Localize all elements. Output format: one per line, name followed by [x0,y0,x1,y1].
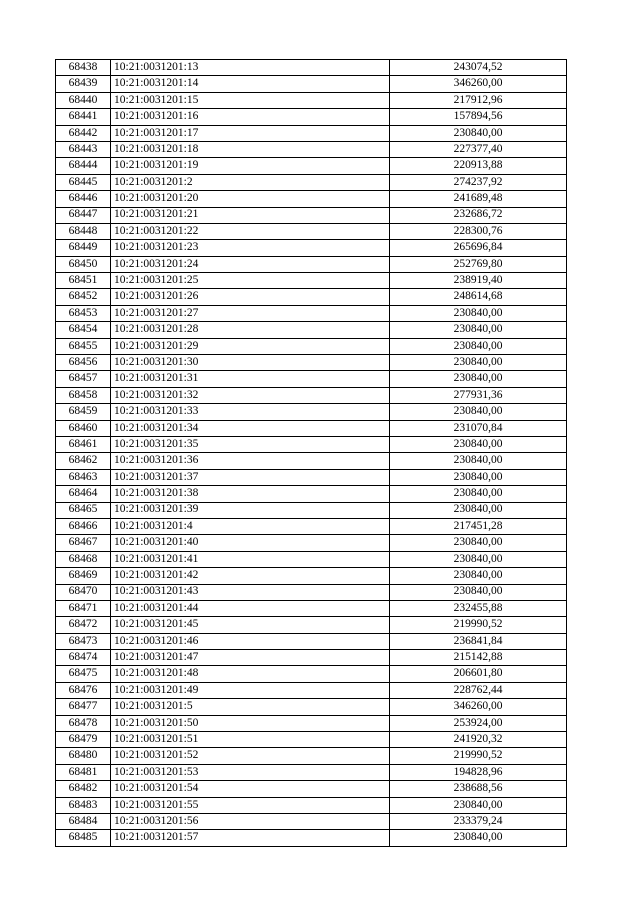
cadastral-number-cell: 10:21:0031201:13 [111,60,390,76]
table-row [56,355,567,371]
table-row [56,535,567,551]
value-cell: 230840,00 [390,502,567,518]
table-row [56,240,567,256]
cadastral-number-cell: 10:21:0031201:33 [111,404,390,420]
value-cell: 243074,52 [390,60,567,76]
cadastral-number-cell: 10:21:0031201:20 [111,191,390,207]
row-number-cell: 68443 [56,141,111,157]
value-cell: 230840,00 [390,535,567,551]
cadastral-number-cell: 10:21:0031201:49 [111,682,390,698]
cadastral-number-cell: 10:21:0031201:31 [111,371,390,387]
row-number-cell: 68450 [56,256,111,272]
table-row [56,551,567,567]
cadastral-number-cell: 10:21:0031201:15 [111,92,390,108]
row-number-cell: 68469 [56,568,111,584]
value-cell: 230840,00 [390,436,567,452]
cadastral-number-cell: 10:21:0031201:16 [111,109,390,125]
table-row [56,436,567,452]
cadastral-number-cell: 10:21:0031201:28 [111,322,390,338]
value-cell: 230840,00 [390,584,567,600]
cadastral-number-cell: 10:21:0031201:55 [111,797,390,813]
table-row [56,305,567,321]
cadastral-number-cell: 10:21:0031201:21 [111,207,390,223]
row-number-cell: 68471 [56,600,111,616]
row-number-cell: 68475 [56,666,111,682]
cadastral-number-cell: 10:21:0031201:44 [111,600,390,616]
table-row [56,191,567,207]
table-row [56,387,567,403]
cadastral-number-cell: 10:21:0031201:34 [111,420,390,436]
value-cell: 230840,00 [390,355,567,371]
row-number-cell: 68460 [56,420,111,436]
value-cell: 232686,72 [390,207,567,223]
value-cell: 230840,00 [390,551,567,567]
cadastral-number-cell: 10:21:0031201:56 [111,813,390,829]
value-cell: 230840,00 [390,797,567,813]
table-row [56,666,567,682]
value-cell: 215142,88 [390,650,567,666]
value-cell: 238919,40 [390,273,567,289]
row-number-cell: 68463 [56,469,111,485]
row-number-cell: 68481 [56,764,111,780]
row-number-cell: 68442 [56,125,111,141]
value-cell: 230840,00 [390,338,567,354]
cadastral-number-cell: 10:21:0031201:54 [111,781,390,797]
cadastral-number-cell: 10:21:0031201:38 [111,486,390,502]
value-cell: 230840,00 [390,486,567,502]
table-row [56,633,567,649]
table-row [56,600,567,616]
row-number-cell: 68476 [56,682,111,698]
value-cell: 233379,24 [390,813,567,829]
table-row [56,715,567,731]
cadastral-number-cell: 10:21:0031201:50 [111,715,390,731]
table-row [56,797,567,813]
value-cell: 194828,96 [390,764,567,780]
value-cell: 220913,88 [390,158,567,174]
table-row [56,420,567,436]
value-cell: 248614,68 [390,289,567,305]
table-row [56,371,567,387]
row-number-cell: 68484 [56,813,111,829]
cadastral-number-cell: 10:21:0031201:36 [111,453,390,469]
cadastral-number-cell: 10:21:0031201:35 [111,436,390,452]
row-number-cell: 68482 [56,781,111,797]
table-row [56,92,567,108]
cadastral-number-cell: 10:21:0031201:25 [111,273,390,289]
cadastral-number-cell: 10:21:0031201:48 [111,666,390,682]
row-number-cell: 68441 [56,109,111,125]
table-row [56,289,567,305]
table-row [56,502,567,518]
table-row [56,682,567,698]
row-number-cell: 68455 [56,338,111,354]
row-number-cell: 68439 [56,76,111,92]
cadastral-number-cell: 10:21:0031201:27 [111,305,390,321]
value-cell: 265696,84 [390,240,567,256]
table-row [56,830,567,846]
row-number-cell: 68453 [56,305,111,321]
table-row [56,109,567,125]
cadastral-number-cell: 10:21:0031201:19 [111,158,390,174]
table-row [56,699,567,715]
row-number-cell: 68483 [56,797,111,813]
value-cell: 236841,84 [390,633,567,649]
row-number-cell: 68456 [56,355,111,371]
row-number-cell: 68470 [56,584,111,600]
table-row [56,273,567,289]
row-number-cell: 68454 [56,322,111,338]
table-row [56,223,567,239]
row-number-cell: 68462 [56,453,111,469]
cadastral-number-cell: 10:21:0031201:18 [111,141,390,157]
cadastral-number-cell: 10:21:0031201:57 [111,830,390,846]
row-number-cell: 68468 [56,551,111,567]
table-body [56,60,567,847]
cadastral-number-cell: 10:21:0031201:40 [111,535,390,551]
table-row [56,141,567,157]
row-number-cell: 68461 [56,436,111,452]
value-cell: 217912,96 [390,92,567,108]
row-number-cell: 68472 [56,617,111,633]
table-row [56,486,567,502]
table-row [56,584,567,600]
row-number-cell: 68452 [56,289,111,305]
row-number-cell: 68447 [56,207,111,223]
table-row [56,813,567,829]
value-cell: 227377,40 [390,141,567,157]
table-row [56,453,567,469]
value-cell: 274237,92 [390,174,567,190]
value-cell: 241689,48 [390,191,567,207]
table-row [56,568,567,584]
table-row [56,748,567,764]
table-row [56,732,567,748]
value-cell: 253924,00 [390,715,567,731]
table-row [56,469,567,485]
value-cell: 238688,56 [390,781,567,797]
cadastral-number-cell: 10:21:0031201:14 [111,76,390,92]
cadastral-number-cell: 10:21:0031201:5 [111,699,390,715]
value-cell: 232455,88 [390,600,567,616]
value-cell: 157894,56 [390,109,567,125]
cadastral-number-cell: 10:21:0031201:22 [111,223,390,239]
row-number-cell: 68479 [56,732,111,748]
value-cell: 241920,32 [390,732,567,748]
table-row [56,125,567,141]
cadastral-number-cell: 10:21:0031201:29 [111,338,390,354]
row-number-cell: 68473 [56,633,111,649]
row-number-cell: 68466 [56,518,111,534]
table-row [56,322,567,338]
cadastral-number-cell: 10:21:0031201:53 [111,764,390,780]
row-number-cell: 68445 [56,174,111,190]
value-cell: 252769,80 [390,256,567,272]
value-cell: 230840,00 [390,371,567,387]
cadastral-number-cell: 10:21:0031201:52 [111,748,390,764]
table-row [56,256,567,272]
cadastral-number-cell: 10:21:0031201:32 [111,387,390,403]
value-cell: 230840,00 [390,125,567,141]
cadastral-number-cell: 10:21:0031201:42 [111,568,390,584]
value-cell: 230840,00 [390,568,567,584]
row-number-cell: 68440 [56,92,111,108]
table-row [56,781,567,797]
value-cell: 230840,00 [390,305,567,321]
row-number-cell: 68465 [56,502,111,518]
value-cell: 230840,00 [390,830,567,846]
table-row [56,207,567,223]
table-row [56,617,567,633]
value-cell: 230840,00 [390,469,567,485]
row-number-cell: 68457 [56,371,111,387]
cadastral-number-cell: 10:21:0031201:51 [111,732,390,748]
row-number-cell: 68451 [56,273,111,289]
cadastral-number-cell: 10:21:0031201:2 [111,174,390,190]
table-row [56,76,567,92]
cadastral-number-cell: 10:21:0031201:45 [111,617,390,633]
table-row [56,174,567,190]
row-number-cell: 68478 [56,715,111,731]
cadastral-value-table [55,59,567,847]
row-number-cell: 68464 [56,486,111,502]
value-cell: 219990,52 [390,617,567,633]
cadastral-number-cell: 10:21:0031201:39 [111,502,390,518]
cadastral-number-cell: 10:21:0031201:43 [111,584,390,600]
table-row [56,518,567,534]
value-cell: 346260,00 [390,699,567,715]
row-number-cell: 68449 [56,240,111,256]
value-cell: 277931,36 [390,387,567,403]
value-cell: 230840,00 [390,322,567,338]
row-number-cell: 68458 [56,387,111,403]
value-cell: 230840,00 [390,453,567,469]
row-number-cell: 68485 [56,830,111,846]
cadastral-number-cell: 10:21:0031201:47 [111,650,390,666]
cadastral-number-cell: 10:21:0031201:4 [111,518,390,534]
table-row [56,404,567,420]
cadastral-number-cell: 10:21:0031201:37 [111,469,390,485]
cadastral-number-cell: 10:21:0031201:17 [111,125,390,141]
value-cell: 346260,00 [390,76,567,92]
value-cell: 219990,52 [390,748,567,764]
value-cell: 228300,76 [390,223,567,239]
table-row [56,338,567,354]
table-row [56,60,567,76]
value-cell: 217451,28 [390,518,567,534]
value-cell: 206601,80 [390,666,567,682]
row-number-cell: 68459 [56,404,111,420]
table-row [56,764,567,780]
row-number-cell: 68467 [56,535,111,551]
table-row [56,158,567,174]
row-number-cell: 68448 [56,223,111,239]
row-number-cell: 68480 [56,748,111,764]
cadastral-number-cell: 10:21:0031201:41 [111,551,390,567]
table-row [56,650,567,666]
value-cell: 231070,84 [390,420,567,436]
cadastral-number-cell: 10:21:0031201:30 [111,355,390,371]
cadastral-number-cell: 10:21:0031201:46 [111,633,390,649]
value-cell: 228762,44 [390,682,567,698]
row-number-cell: 68477 [56,699,111,715]
value-cell: 230840,00 [390,404,567,420]
row-number-cell: 68474 [56,650,111,666]
row-number-cell: 68438 [56,60,111,76]
cadastral-number-cell: 10:21:0031201:26 [111,289,390,305]
row-number-cell: 68446 [56,191,111,207]
cadastral-number-cell: 10:21:0031201:24 [111,256,390,272]
row-number-cell: 68444 [56,158,111,174]
cadastral-number-cell: 10:21:0031201:23 [111,240,390,256]
